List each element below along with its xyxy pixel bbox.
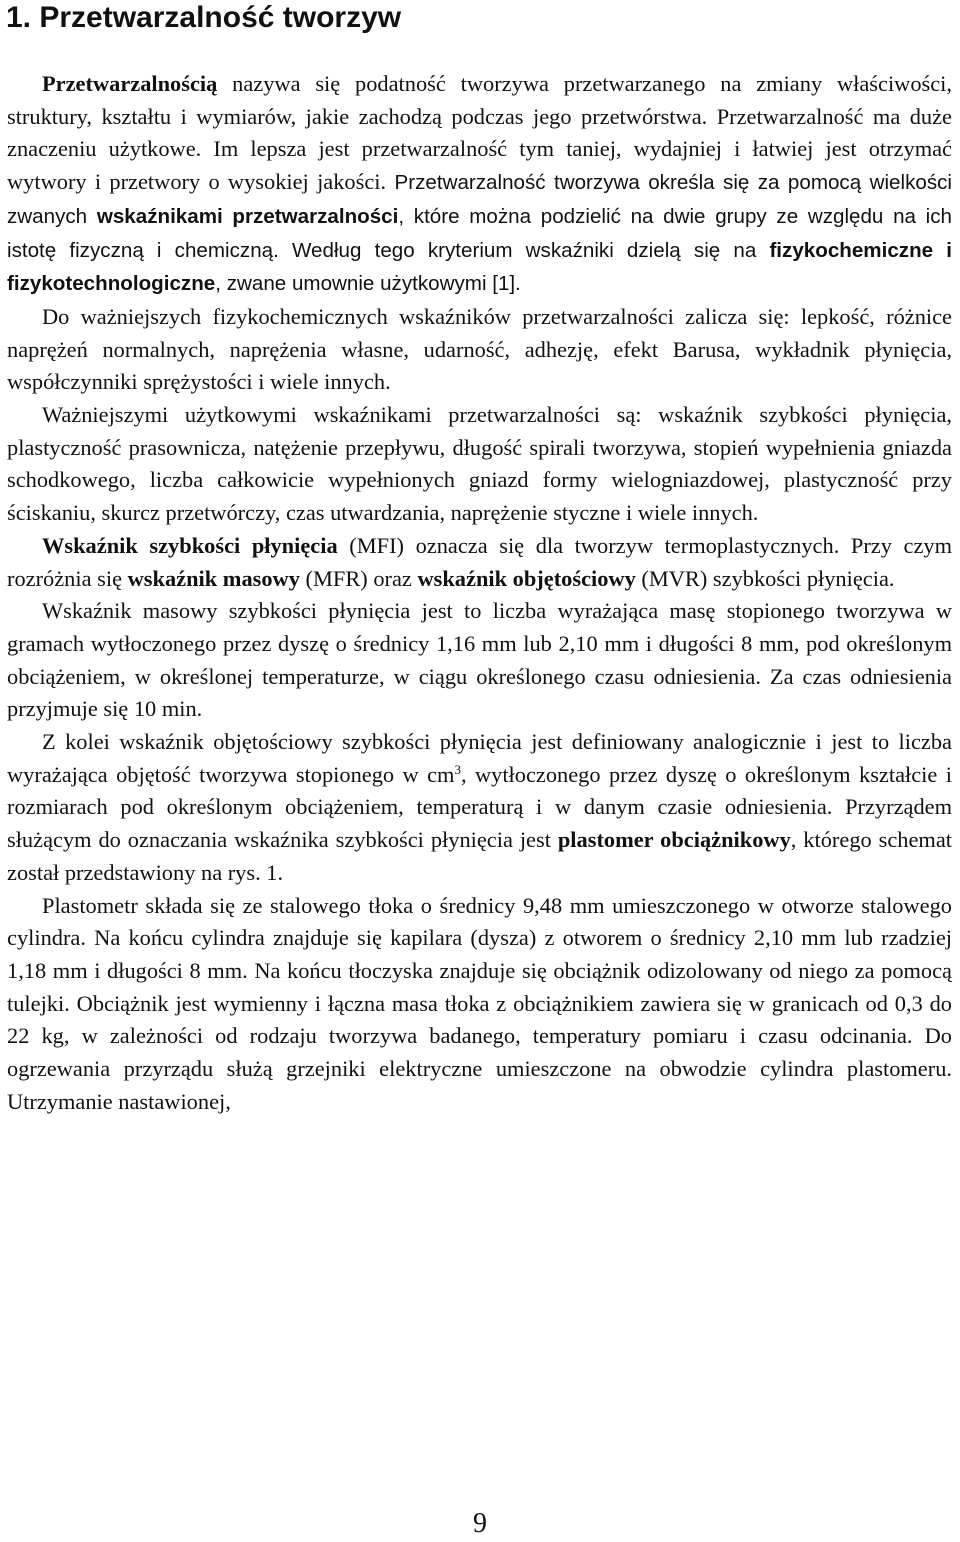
term-fizykochemiczne: fizykochemiczne i fizykotechnologiczne bbox=[7, 238, 952, 296]
paragraph-text: (MVR) szybkości płynięcia. bbox=[635, 565, 895, 591]
paragraph-text: , wytłoczonego przez dyszę o określonym kształcie i rozmiarach pod określonym obciążeniem, temperaturą i w danym czasie odniesienia. Przyrządem służącym do oznaczania wskaźnika szybkości płynięcia jest bbox=[7, 761, 952, 853]
section-title: 1. Przetwarzalność tworzyw bbox=[6, 1, 402, 34]
term-mfr: wskaźnik masowy bbox=[127, 565, 300, 591]
paragraph-text: Przetwarzalność tworzywa określa się za pomocą wielkości zwanych bbox=[7, 171, 952, 228]
paragraph-plastometer: Plastometr składa się ze stalowego tłoka o średnicy 9,48 mm umieszczonego w otworze stalowego cylindra. Na końcu cylindra znajduje się kapilara (dysza) z otworem o średnicy 2,10 mm lub rzadziej 1,18 mm i długości 8 mm. Na końcu tłoczyska znajduje się obciążnik odizolowany od niego za pomocą tulejki. Obciążnik jest wymienny i łączna masa tłoka z obciążnikiem zawiera się w granicach od 0,3 do 22 kg, w zależności od rodzaju tworzywa badanego, temperatury pomiaru i czasu odcinania. Do ogrzewania przyrządu służą grzejniki elektryczne umieszczone na obwodzie cylindra plastomeru. Utrzymanie nastawionej, bbox=[7, 892, 952, 1114]
term-mvr: wskaźnik objętościowy bbox=[417, 565, 636, 591]
term-mfi: Wskaźnik szybkości płynięcia bbox=[42, 532, 338, 558]
term-wskazniki-przetwarzalnosci: wskaźnikami przetwarzalności bbox=[96, 204, 399, 228]
paragraph-text: nazywa się podatność tworzywa przetwarzanego na zmiany właściwości, struktury, kształtu i wymiarów, jakie zachodzą podczas jego przetwórstwa. Przetwarzalność ma duże znaczeniu użytkowe. Im lepsza jest przetwarzalność tym taniej, wydajniej i łatwiej jest otrzymać wytwory i przetwory o wysokiej jakości. bbox=[7, 71, 952, 195]
paragraph-mfi bbox=[7, 530, 952, 595]
paragraph-text: , zwane umownie użytkowymi [1]. bbox=[215, 272, 521, 296]
page-number: 9 bbox=[473, 1508, 487, 1539]
term-plastomer: plastomer obciążnikowy bbox=[557, 827, 791, 853]
term-przetwarzalnosc: Przetwarzalnością bbox=[42, 71, 218, 96]
body-text bbox=[7, 68, 952, 1119]
paragraph-text: Z kolei wskaźnik objętościowy szybkości płynięcia jest definiowany analogicznie i jest to liczba wyrażająca objętość tworzywa stopionego w cm bbox=[7, 729, 952, 787]
paragraph-text: , które można podzielić na dwie grupy ze względu na ich istotę fizyczną i chemiczną. bbox=[7, 204, 952, 262]
paragraph-usage-indicators: Ważniejszymi użytkowymi wskaźnikami przetwarzalności są: wskaźnik szybkości płynięcia, plastyczność prasownicza, natężenie przepływu, długość spirali tworzywa, stopień wypełnienia gniazda schodkowego, liczba całkowicie wypełnionych gniazd formy wielogniazdowej, plastyczność przy ściskaniu, skurcz przetwórczy, czas utwardzania, naprężenie styczne i wiele innych. bbox=[7, 402, 952, 526]
paragraph-volume-index bbox=[7, 726, 952, 890]
paragraph-text: , którego schemat został przedstawiony na rys. 1. bbox=[7, 827, 952, 885]
paragraph-physicochemical: Do ważniejszych fizykochemicznych wskaźników przetwarzalności zalicza się: lepkość, różnice naprężeń normalnych, naprężenia własne, udarność, adhezję, efekt Barusa, wykładnik płynięcia, współczynniki sprężystości i wiele innych. bbox=[7, 303, 952, 395]
paragraph-text: (MFR) oraz bbox=[299, 565, 418, 591]
paragraph-definition bbox=[7, 68, 952, 301]
paragraph-text: (MFI) oznacza się dla tworzyw termoplastycznych. Przy czym rozróżnia się bbox=[7, 532, 952, 591]
superscript: 3 bbox=[454, 761, 461, 777]
paragraph-mass-index: Wskaźnik masowy szybkości płynięcia jest to liczba wyrażająca masę stopionego tworzywa w gramach wytłoczonego przez dyszę o średnicy 1,16 mm lub 2,10 mm i długości 8 mm, pod określonym obciążeniem, w określonej temperaturze, w ciągu określonego czasu odniesienia. Za czas odniesienia przyjmuje się 10 min. bbox=[7, 598, 952, 722]
paragraph-text: Według tego kryterium wskaźniki dzielą się na bbox=[278, 238, 770, 262]
